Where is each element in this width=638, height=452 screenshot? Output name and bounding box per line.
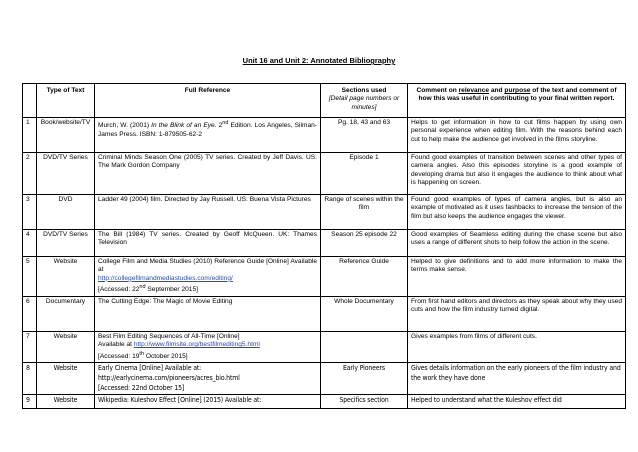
table-row: [23, 153, 626, 195]
type-cell: Documentary: [37, 296, 95, 331]
sections-cell: Pg. 18, 43 and 63: [321, 118, 408, 153]
type-cell: DVD: [37, 195, 95, 230]
table-row: [23, 118, 626, 153]
reference-link[interactable]: http://www.filmsite.org/bestfilmediting5.html: [133, 341, 260, 349]
sections-cell: Episode 1: [321, 153, 408, 195]
type-cell: Book/website/TV: [37, 118, 95, 153]
comment-cell: Found good examples of transition between scenes and other types of camera angles. Also this episodes storyline is a good example of developing drama but also it engages the audience to think about what is happening on screen.: [408, 153, 626, 195]
comment-cell: From first hand editors and directors as they speak about why they used cuts and how the film industry turned digital.: [408, 296, 626, 331]
row-number: 1: [23, 118, 37, 153]
sections-cell: Season 25 episode 22: [321, 230, 408, 257]
reference-cell: Wikipedia: Kuleshov Effect [Online] (2015) Available at:: [95, 395, 321, 409]
type-cell: Website: [37, 363, 95, 395]
table-row: [23, 331, 626, 362]
type-cell: Website: [37, 331, 95, 362]
reference-cell: The Cutting Edge: The Magic of Movie Editing: [95, 296, 321, 331]
document-title: Unit 16 and Unit 2: Annotated Bibliography: [242, 56, 396, 65]
comment-cell: Helps to get information in how to cut films happen by using own personal experience when editing film. With the reasons behind each cut to help make the audience get involved in the films storyline.: [408, 118, 626, 153]
bibliography-table: [22, 83, 626, 409]
reference-cell: Murch, W. (2001) In the Blink of an Eye. 2nd Edition. Los Angeles, Silman-James Press. ISBN: 1-879505-62-2: [95, 118, 321, 153]
row-number: 3: [23, 195, 37, 230]
header-reference: Full Reference: [95, 84, 321, 118]
comment-cell: Good examples of Seamless editing during the chase scene but also uses a range of different shots to help follow the action in the scene.: [408, 230, 626, 257]
table-row: [23, 395, 626, 409]
header-comment: Comment on relevance and purpose of the text and comment of how this was useful in contributing to your final written report.: [408, 84, 626, 118]
sections-cell: Early Pioneers: [321, 363, 408, 395]
sections-cell: Reference Guide: [321, 257, 408, 297]
reference-cell: The Bill (1984) TV series. Created by Geoff McQueen. UK: Thames Television: [95, 230, 321, 257]
reference-cell: College Film and Media Studies (2010) Reference Guide [Online] Available at http://collegefilmandmediastudies.com/editing/ [Accessed: 22nd September 2015]: [95, 257, 321, 297]
type-cell: DVD/TV Series: [37, 230, 95, 257]
sections-cell: Whole Documentary: [321, 296, 408, 331]
header-number: [23, 84, 37, 118]
type-cell: Website: [37, 257, 95, 297]
row-number: 5: [23, 257, 37, 297]
row-number: 9: [23, 395, 37, 409]
sections-cell: Range of scenes within the film: [321, 195, 408, 230]
comment-cell: Helped to understand what the Kuleshov effect did: [408, 395, 626, 409]
header-row: [23, 84, 626, 118]
header-type: Type of Text: [37, 84, 95, 118]
table-row: [23, 257, 626, 297]
comment-cell: Helped to give definitions and to add more information to make the terms make sense.: [408, 257, 626, 297]
reference-cell: Best Film Editing Sequences of All-Time [Online] Available at http://www.filmsite.org/bestfilmediting5.html [Accessed: 19th October 2015]: [95, 331, 321, 362]
sections-cell: [321, 331, 408, 362]
type-cell: Website: [37, 395, 95, 409]
header-sections: Sections used [Detail page numbers or minutes]: [321, 84, 408, 118]
row-number: 7: [23, 331, 37, 362]
type-cell: DVD/TV Series: [37, 153, 95, 195]
row-number: 6: [23, 296, 37, 331]
header-sections-sub: [Detail page numbers or minutes]: [328, 95, 400, 111]
sections-cell: Specifics section: [321, 395, 408, 409]
table-row: [23, 230, 626, 257]
reference-link[interactable]: http://collegefilmandmediastudies.com/editing/: [98, 274, 233, 282]
comment-cell: Found good examples of types of camera angles, but is also an example of motivated as it uses fashbacks to increase the tension of the film but also keeps the audience engages the viewer.: [408, 195, 626, 230]
row-number: 4: [23, 230, 37, 257]
table-row: [23, 296, 626, 331]
row-number: 2: [23, 153, 37, 195]
table-row: [23, 363, 626, 395]
comment-cell: Gives details information on the early pioneers of the film industry and the work they have done: [408, 363, 626, 395]
reference-cell: Ladder 49 (2004) film. Directed by Jay Russell. US: Buena Vista Pictures: [95, 195, 321, 230]
row-number: 8: [23, 363, 37, 395]
table-row: [23, 195, 626, 230]
reference-cell: Early Cinema [Online] Available at: http://earlycinema.com/pioneers/acres_bio.html [Accessed: 22nd October 15]: [95, 363, 321, 395]
comment-cell: Gives examples from films of different cuts.: [408, 331, 626, 362]
reference-cell: Criminal Minds Season One (2005) TV series. Created by Jeff Davis. US: The Mark Gordon Company: [95, 153, 321, 195]
